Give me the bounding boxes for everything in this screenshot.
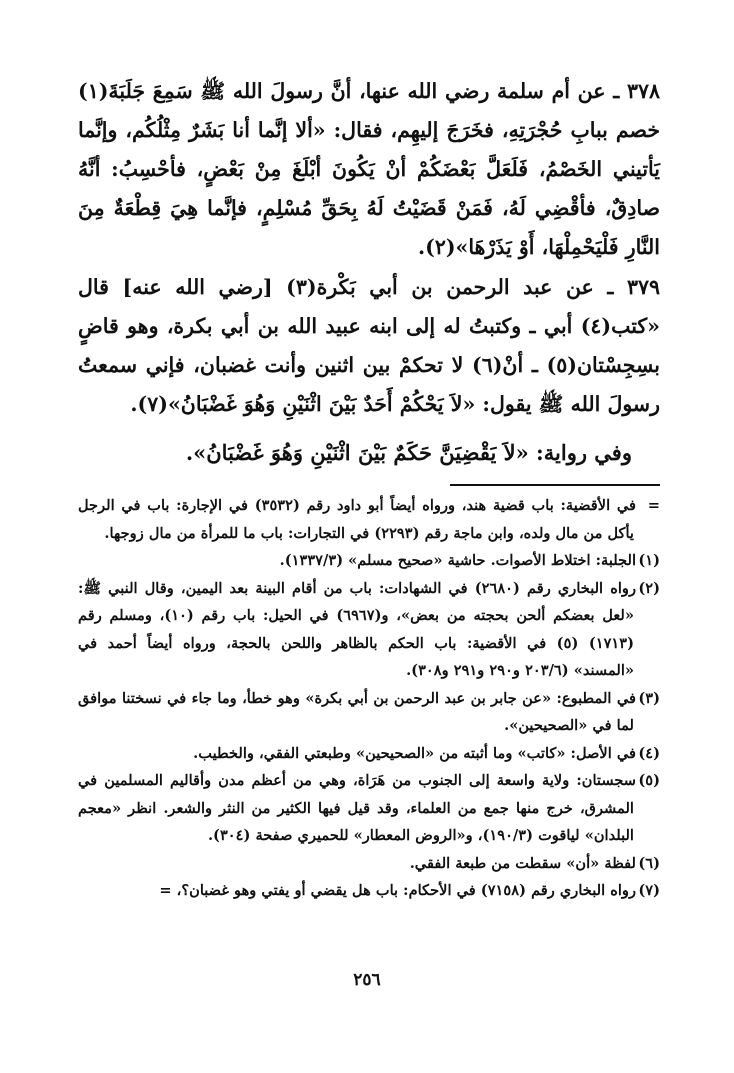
hadith-379 [78, 268, 660, 424]
footnote-6 [78, 850, 660, 878]
footnote-4 [78, 740, 660, 768]
hadith-number: ٣٧٩ [626, 275, 661, 299]
footnote-5 [78, 767, 660, 850]
footnote-2 [78, 575, 660, 685]
footnote-marker: (٥) [638, 772, 660, 789]
footnote-text: في الأقضية: باب قضية هند، ورواه أيضاً أبو داود رقم (٣٥٣٢) في الإجارة: باب في الرجل يأكل من مال ولده، وابن ماجة رقم (٢٢٩٣) في التجارات: باب ما للمرأة من مال زوجها. [78, 497, 637, 542]
footnote-text: لفظة «أن» سقطت من طبعة الفقي. [409, 854, 636, 872]
footnote-text: الجلبة: اختلاط الأصوات. حاشية «صحيح مسلم» (١٣٣٧/٣). [279, 552, 636, 569]
footnote-7 [78, 877, 660, 905]
page-body [78, 72, 660, 905]
footnote-marker: (٤) [638, 744, 660, 762]
footnote-1 [78, 547, 660, 575]
footnote-marker: (٦) [638, 854, 660, 872]
footnote-text: رواه البخاري رقم (٢٦٨٠) في الشهادات: باب من أقام البينة بعد اليمين، وقال النبي ﷺ: «لعل بعضكم ألحن بحجته من بعض»، و(٦٩٦٧) في الحيل: باب رقم (١٠)، ومسلم رقم (١٧١٣) (٥) في الأقضية: باب الحكم بالظاهر واللحن بالحجة، ورواه أيضاً أحمد في «المسند» (٢٠٣/٦ و٢٩٠ و٢٩١ و٣٠٨). [78, 579, 637, 679]
hadith-text: ـ عن عبد الرحمن بن أبي بَكْرة(٣) [رضي الله عنه] قال «كتب(٤) أبي ـ وكتبتُ له إلى ابنه عبيد الله بن أبي بكرة، وهو قاضٍ بسِجِسْتان(٥) ـ أنْ(٦) لا تحكمْ بين اثنين وأنت غضبان، فإني سمعتُ رسولَ الله ﷺ يقول: «لاَ يَحْكُمْ أَحَدٌ بَيْنَ اثْنَيْنِ وَهُوَ غَضْبَانُ»(٧). [78, 275, 660, 416]
footnote-text: في المطبوع: «عن جابر بن عبد الرحمن بن أبي بكرة» وهو خطأ، وما جاء في نسختنا موافق لما في «الصحيحين». [78, 689, 636, 734]
footnote-continued [78, 492, 660, 547]
footnote-text: رواه البخاري رقم (٧١٥٨) في الأحكام: باب هل يقضي أو يفتي وهو غضبان؟، = [159, 882, 636, 899]
footnote-3 [78, 685, 660, 740]
hadith-378 [78, 72, 660, 267]
footnote-text: سجستان: ولاية واسعة إلى الجنوب من هَرَاة، وهي من أعظم مدن وأقاليم المسلمين في المشرق، خرج منها جمع من العلماء، وقد قيل فيها الكثير من النثر والشعر. انظر «معجم البلدان» لياقوت (١٩٠/٣)، و«الروض المعطار» للحميري صفحة (٣٠٤). [78, 772, 636, 844]
footnote-marker: (١) [638, 552, 660, 569]
footnote-divider [450, 484, 660, 486]
page-number: ٢٥٦ [353, 970, 381, 990]
narration-variant: وفي رواية: «لاَ يَقْضِيَنَّ حَكَمٌ بَيْنَ اثْنَيْنِ وَهُوَ غَضْبَانُ». [185, 440, 632, 465]
footnote-marker: (٢) [638, 579, 661, 597]
footnote-text: في الأصل: «كاتب» وما أثبته من «الصحيحين» وطبعتي الفقي، والخطيب. [193, 744, 636, 762]
footnote-marker: (٧) [638, 882, 660, 899]
footnotes [78, 492, 660, 905]
main-text [78, 72, 660, 424]
hadith-text: ـ عن أم سلمة رضي الله عنها، أنَّ رسولَ الله ﷺ سَمِعَ جَلَبَةَ(١) خصم ببابِ حُجْرَتِهِ، فخَرَجَ إليهِم، فقال: «ألا إنَّما أنا بَشَرٌ مِثْلُكُم، وإنَّما يَأتيني الخَصْمُ، فَلَعَلَّ بَعْضَكُمْ أنْ يَكُونَ أبْلَغَ مِنْ بَعْضٍ، فأحْسِبُ: أنَّهُ صادِقٌ، فأقْضِي لَهُ، فَمَنْ قَضَيْتُ لَهُ بِحَقِّ مُسْلِمٍ، فإنَّما هِيَ قِطْعَةٌ مِنَ النَّارِ فَلْيَحْمِلْهَا، أَوْ يَذَرْهَا»(٢). [78, 79, 660, 259]
footnote-marker: (٣) [638, 689, 660, 707]
hadith-number: ٣٧٨ [626, 79, 660, 103]
footnote-marker: = [647, 497, 661, 514]
